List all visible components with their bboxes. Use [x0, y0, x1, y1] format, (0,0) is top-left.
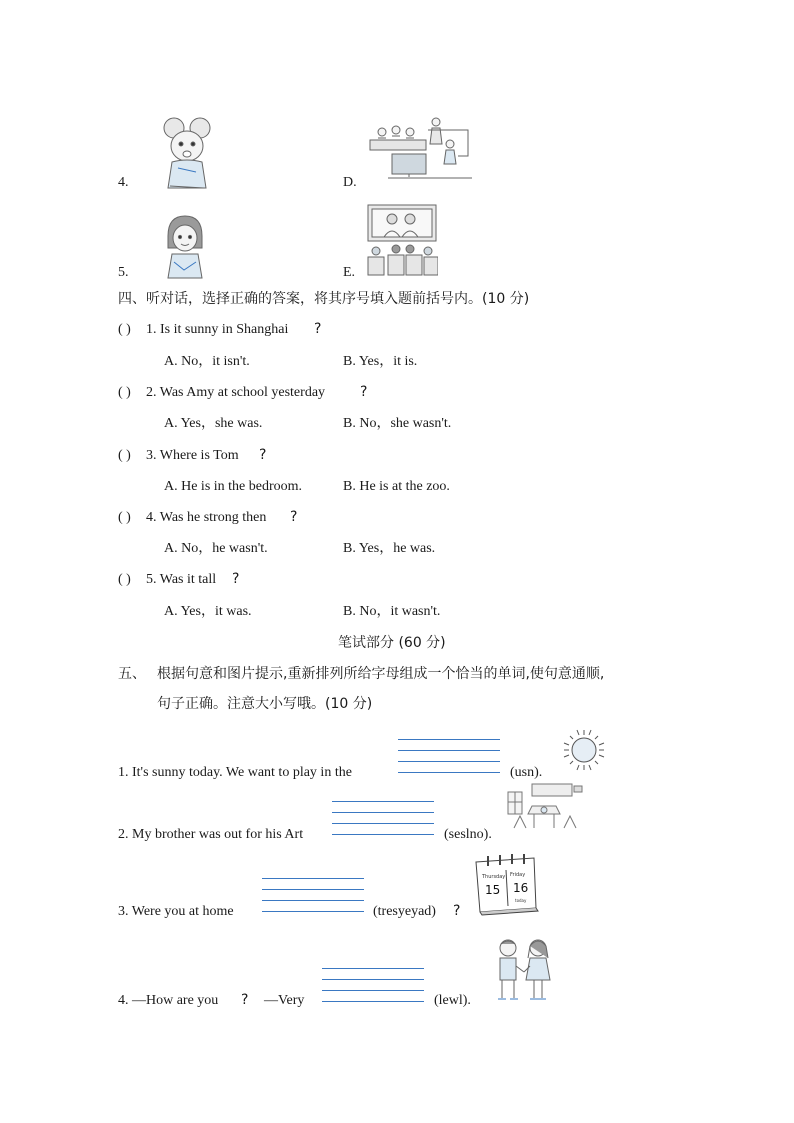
written-section-header: 笔试部分 (60 分): [338, 635, 446, 651]
answer-lines-1[interactable]: [398, 739, 500, 775]
fill-item-4-mid: —Very: [264, 993, 305, 1008]
question-2-text: 2. Was Amy at school yesterday: [146, 385, 326, 400]
girl-with-buns-icon: [160, 116, 214, 192]
section-5-instruction-line2: 句子正确。注意大小写哦。(10 分): [157, 696, 373, 712]
fill-item-4-qmark: ?: [241, 992, 249, 1008]
answer-bracket-5[interactable]: ( ): [118, 572, 131, 587]
question-1-text: 1. Is it sunny in Shanghai: [146, 322, 289, 337]
question-3-qmark: ?: [259, 447, 267, 463]
option-3a: A. He is in the bedroom.: [164, 479, 303, 494]
match-letter-e: E.: [343, 265, 356, 280]
classroom-icon: [504, 782, 584, 830]
fill-item-2-text: 2. My brother was out for his Art: [118, 827, 304, 842]
answer-bracket-2[interactable]: ( ): [118, 385, 131, 400]
question-4-text: 4. Was he strong then: [146, 510, 267, 525]
calendar-day1: Thursday: [482, 874, 506, 880]
kids-handshake-icon: [492, 936, 556, 1004]
option-5b: B. No，it wasn't.: [343, 604, 441, 619]
calendar-num1: 15: [485, 883, 501, 897]
answer-bracket-4[interactable]: ( ): [118, 510, 131, 525]
option-1b: B. Yes，it is.: [343, 354, 418, 369]
question-5-text: 5. Was it tall: [146, 572, 217, 587]
fill-item-1-hint: (usn).: [510, 765, 543, 780]
option-2a: A. Yes，she was.: [164, 416, 263, 431]
question-3-text: 3. Where is Tom: [146, 448, 239, 463]
question-5-qmark: ?: [232, 571, 240, 587]
match-letter-d: D.: [343, 175, 357, 190]
option-4a: A. No，he wasn't.: [164, 541, 268, 556]
fill-item-3-text: 3. Were you at home: [118, 904, 234, 919]
option-4b: B. Yes，he was.: [343, 541, 436, 556]
section-5-instruction-line1: 根据句意和图片提示,重新排列所给字母组成一个恰当的单词,使句意通顺,: [157, 666, 605, 682]
fill-item-4-text: 4. —How are you: [118, 993, 219, 1008]
option-5a: A. Yes，it was.: [164, 604, 252, 619]
fill-item-4-hint: (lewl).: [434, 993, 471, 1008]
calendar-extra: today: [515, 898, 527, 903]
section-5-number: 五、: [118, 666, 146, 682]
fill-item-1-text: 1. It's sunny today. We want to play in the: [118, 765, 352, 780]
calendar-day2: Friday: [510, 872, 526, 878]
answer-bracket-1[interactable]: ( ): [118, 322, 131, 337]
sun-icon: [558, 726, 610, 774]
calendar-num2: 16: [513, 881, 529, 895]
fill-item-2-hint: (seslno).: [444, 827, 492, 842]
option-2b: B. No，she wasn't.: [343, 416, 452, 431]
match-number-4: 4.: [118, 175, 129, 190]
answer-lines-4[interactable]: [322, 968, 424, 1004]
match-number-5: 5.: [118, 265, 129, 280]
fill-item-3-qmark: ?: [453, 903, 461, 919]
question-2-qmark: ?: [360, 384, 368, 400]
answer-lines-3[interactable]: [262, 878, 364, 914]
cinema-audience-icon: [366, 203, 438, 279]
option-3b: B. He is at the zoo.: [343, 479, 450, 494]
question-1-qmark: ?: [314, 321, 322, 337]
answer-bracket-3[interactable]: ( ): [118, 448, 131, 463]
section-4-title: 四、听对话，选择正确的答案，将其序号填入题前括号内。(10 分): [118, 291, 530, 307]
fill-item-3-hint: (tresyeyad): [373, 904, 436, 919]
calendar-icon: [472, 852, 540, 916]
option-1a: A. No，it isn't.: [164, 354, 250, 369]
question-4-qmark: ?: [290, 509, 298, 525]
family-tv-room-icon: [368, 114, 472, 180]
answer-lines-2[interactable]: [332, 801, 434, 837]
girl-with-bob-hair-icon: [160, 212, 210, 282]
